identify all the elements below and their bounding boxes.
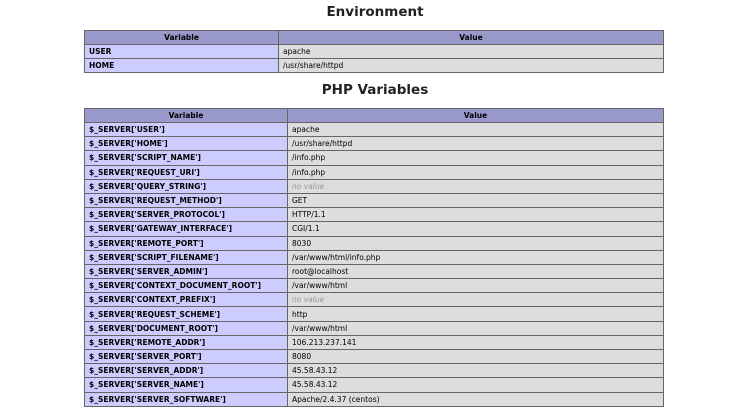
variable-value-cell: apache xyxy=(288,123,664,137)
variable-value-cell: CGI/1.1 xyxy=(288,222,664,236)
variable-value-cell: /var/www/html xyxy=(288,279,664,293)
variable-value-cell: 8080 xyxy=(288,350,664,364)
table-row xyxy=(85,236,664,250)
variable-name-cell: $_SERVER['SERVER_PROTOCOL'] xyxy=(85,208,288,222)
variable-name-cell: $_SERVER['SERVER_SOFTWARE'] xyxy=(85,392,288,406)
table-header-row xyxy=(85,109,664,123)
variable-value-cell: /usr/share/httpd xyxy=(279,59,664,73)
table-row xyxy=(85,59,664,73)
php-variables-table xyxy=(84,108,664,407)
variable-value-cell: /info.php xyxy=(288,151,664,165)
table-row xyxy=(85,350,664,364)
table-row xyxy=(85,123,664,137)
variable-value-cell: 45.58.43.12 xyxy=(288,378,664,392)
table-row xyxy=(85,321,664,335)
variable-value-cell: no value xyxy=(288,179,664,193)
variable-name-cell: $_SERVER['CONTEXT_DOCUMENT_ROOT'] xyxy=(85,279,288,293)
environment-table xyxy=(84,30,664,73)
column-header-value: Value xyxy=(288,109,664,123)
variable-name-cell: $_SERVER['SERVER_ADDR'] xyxy=(85,364,288,378)
table-row xyxy=(85,179,664,193)
table-row xyxy=(85,165,664,179)
table-row xyxy=(85,378,664,392)
variable-name-cell: $_SERVER['QUERY_STRING'] xyxy=(85,179,288,193)
table-header-row xyxy=(85,31,664,45)
variable-value-cell: Apache/2.4.37 (centos) xyxy=(288,392,664,406)
table-row xyxy=(85,307,664,321)
variable-value-cell: GET xyxy=(288,193,664,207)
variable-name-cell: $_SERVER['REQUEST_METHOD'] xyxy=(85,193,288,207)
variable-name-cell: $_SERVER['SERVER_ADMIN'] xyxy=(85,264,288,278)
variable-name-cell: $_SERVER['SCRIPT_NAME'] xyxy=(85,151,288,165)
environment-heading: Environment xyxy=(326,4,424,20)
table-row xyxy=(85,222,664,236)
column-header-variable: Variable xyxy=(85,109,288,123)
variable-name-cell: $_SERVER['SERVER_PORT'] xyxy=(85,350,288,364)
variable-value-cell: /var/www/html/info.php xyxy=(288,250,664,264)
table-row xyxy=(85,392,664,406)
variable-name-cell: $_SERVER['SERVER_NAME'] xyxy=(85,378,288,392)
variable-name-cell: $_SERVER['GATEWAY_INTERFACE'] xyxy=(85,222,288,236)
table-row xyxy=(85,264,664,278)
variable-name-cell: $_SERVER['REMOTE_ADDR'] xyxy=(85,335,288,349)
variable-name-cell: $_SERVER['CONTEXT_PREFIX'] xyxy=(85,293,288,307)
table-row xyxy=(85,45,664,59)
variable-name-cell: $_SERVER['HOME'] xyxy=(85,137,288,151)
column-header-value: Value xyxy=(279,31,664,45)
php-variables-heading: PHP Variables xyxy=(321,82,429,98)
variable-value-cell: /usr/share/httpd xyxy=(288,137,664,151)
variable-value-cell: /info.php xyxy=(288,165,664,179)
table-row xyxy=(85,335,664,349)
variable-value-cell: no value xyxy=(288,293,664,307)
variable-name-cell: $_SERVER['USER'] xyxy=(85,123,288,137)
table-row xyxy=(85,364,664,378)
variable-name-cell: USER xyxy=(85,45,279,59)
table-row xyxy=(85,151,664,165)
variable-name-cell: $_SERVER['DOCUMENT_ROOT'] xyxy=(85,321,288,335)
table-row xyxy=(85,293,664,307)
variable-value-cell: 8030 xyxy=(288,236,664,250)
table-row xyxy=(85,208,664,222)
variable-value-cell: /var/www/html xyxy=(288,321,664,335)
variable-name-cell: HOME xyxy=(85,59,279,73)
table-row xyxy=(85,193,664,207)
variable-name-cell: $_SERVER['SCRIPT_FILENAME'] xyxy=(85,250,288,264)
column-header-variable: Variable xyxy=(85,31,279,45)
variable-name-cell: $_SERVER['REQUEST_URI'] xyxy=(85,165,288,179)
variable-name-cell: $_SERVER['REMOTE_PORT'] xyxy=(85,236,288,250)
table-row xyxy=(85,250,664,264)
variable-value-cell: root@localhost xyxy=(288,264,664,278)
variable-value-cell: 106.213.237.141 xyxy=(288,335,664,349)
table-row xyxy=(85,279,664,293)
variable-value-cell: HTTP/1.1 xyxy=(288,208,664,222)
table-row xyxy=(85,137,664,151)
variable-value-cell: 45.58.43.12 xyxy=(288,364,664,378)
variable-value-cell: http xyxy=(288,307,664,321)
variable-value-cell: apache xyxy=(279,45,664,59)
variable-name-cell: $_SERVER['REQUEST_SCHEME'] xyxy=(85,307,288,321)
